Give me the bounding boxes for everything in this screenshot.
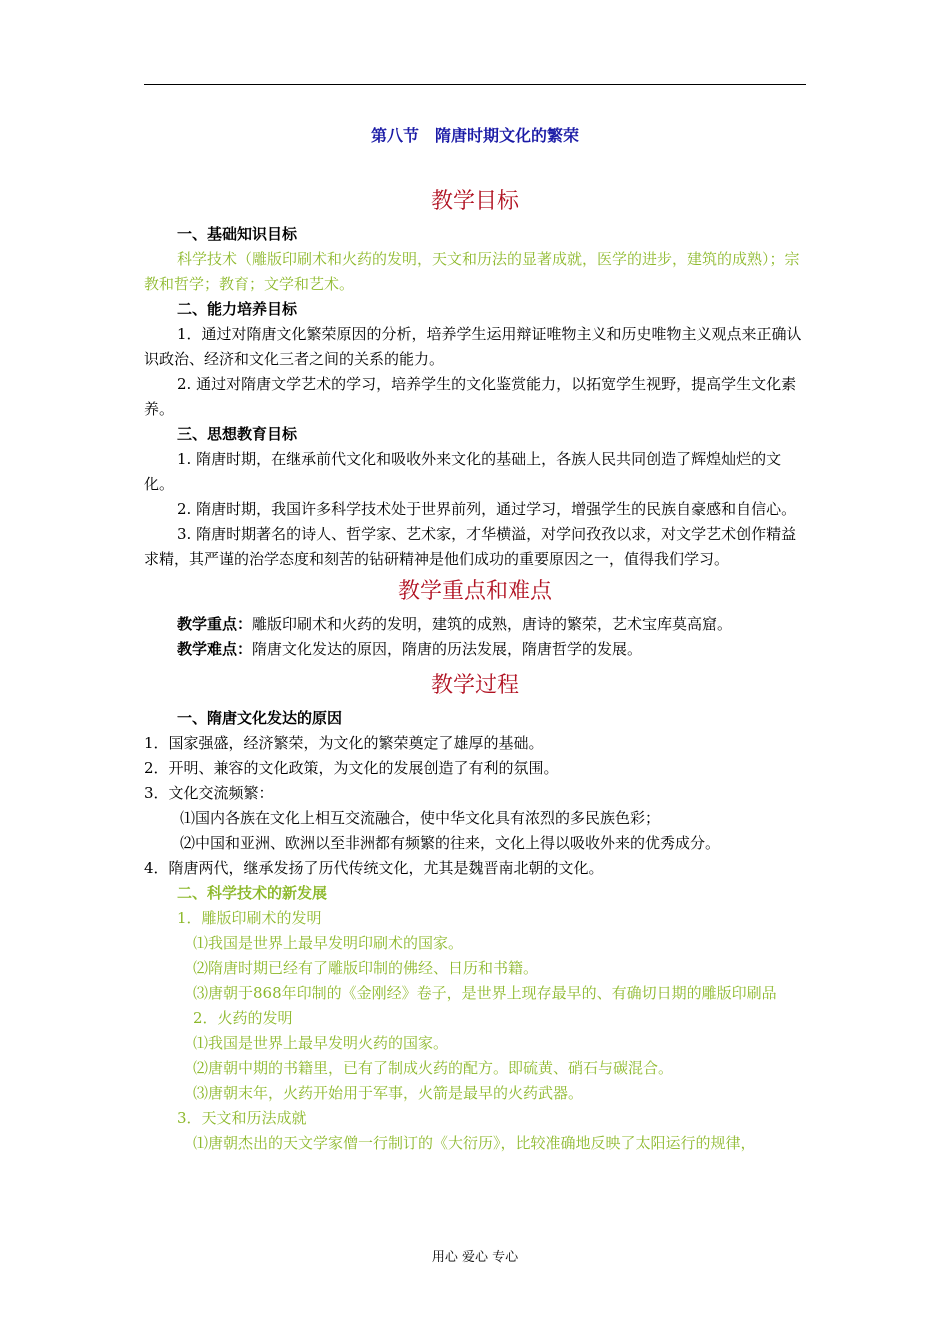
- header-rule: [144, 84, 806, 85]
- goals-h2-p1: 1．通过对隋唐文化繁荣原因的分析，培养学生运用辩证唯物主义和历史唯物主义观点来正确认识政治、经济和文化三者之间的关系的能力。: [144, 325, 802, 368]
- process-title: 教学过程: [430, 673, 519, 698]
- key-diff-label: 教学难点：: [177, 640, 253, 658]
- process-s2-2b: ⑵唐朝中期的书籍里，已有了制成火药的配方。即硫黄、硝石与碳混合。: [193, 1059, 674, 1077]
- document-body: [144, 120, 806, 1156]
- process-s1-2: 2．开明、兼容的文化政策，为文化的发展创造了有利的氛围。: [144, 759, 559, 777]
- goals-h3-p2: 2. 隋唐时期，我国许多科学技术处于世界前列，通过学习，增强学生的民族自豪感和自信心。: [177, 500, 797, 518]
- page-footer: 用心 爱心 专心: [431, 1250, 519, 1265]
- key-focus-label: 教学重点：: [177, 615, 253, 633]
- process-s1-1: 1．国家强盛，经济繁荣，为文化的繁荣奠定了雄厚的基础。: [144, 734, 544, 752]
- goals-h2: 二、能力培养目标: [177, 300, 298, 318]
- process-s2-3a: ⑴唐朝杰出的天文学家僧一行制订的《大衍历》，比较准确地反映了太阳运行的规律，: [193, 1134, 756, 1152]
- key-title: 教学重点和难点: [397, 579, 552, 604]
- process-s2: 二、科学技术的新发展: [177, 884, 328, 902]
- key-focus-text: 雕版印刷术和火药的发明，建筑的成熟，唐诗的繁荣，艺术宝库莫高窟。: [252, 615, 733, 633]
- process-s2-2a: ⑴我国是世界上最早发明火药的国家。: [193, 1034, 449, 1052]
- process-s2-3: 3．天文和历法成就: [177, 1109, 307, 1127]
- key-difficulty: [144, 637, 806, 662]
- goals-h1: 一、基础知识目标: [177, 225, 298, 243]
- process-s2-2c: ⑶唐朝末年，火药开始用于军事，火箭是最早的火药武器。: [193, 1084, 584, 1102]
- goals-h3-p3: 3. 隋唐时期著名的诗人、哲学家、艺术家，才华横溢，对学问孜孜以求，对文学艺术创作精益求精，其严谨的治学态度和刻苦的钻研精神是他们成功的重要原因之一，值得我们学习。: [144, 525, 797, 568]
- process-s1-3b: ⑵中国和亚洲、欧洲以至非洲都有频繁的往来，文化上得以吸收外来的优秀成分。: [180, 834, 721, 852]
- goals-h3-p1: 1. 隋唐时期，在继承前代文化和吸收外来文化的基础上，各族人民共同创造了辉煌灿烂的文化。: [144, 450, 782, 493]
- process-s2-1c: ⑶唐朝于868年印制的《金刚经》卷子，是世界上现存最早的、有确切日期的雕版印刷品: [193, 984, 777, 1002]
- goals-h1-text: 科学技术（雕版印刷术和火药的发明，天文和历法的显著成就，医学的进步，建筑的成熟）；宗教和哲学；教育；文学和艺术。: [144, 250, 800, 293]
- process-s1: 一、隋唐文化发达的原因: [177, 709, 343, 727]
- process-s1-3: 3．文化交流频繁：: [144, 784, 274, 802]
- process-s2-2: 2．火药的发明: [193, 1009, 293, 1027]
- lesson-subtitle: 第八节 隋唐时期文化的繁荣: [370, 126, 579, 145]
- process-s1-4: 4．隋唐两代，继承发扬了历代传统文化，尤其是魏晋南北朝的文化。: [144, 859, 604, 877]
- process-s2-1a: ⑴我国是世界上最早发明印刷术的国家。: [193, 934, 464, 952]
- goals-h3: 三、思想教育目标: [177, 425, 298, 443]
- goals-h2-p2: 2. 通过对隋唐文学艺术的学习，培养学生的文化鉴赏能力，以拓宽学生视野，提高学生文化素养。: [144, 375, 797, 418]
- goals-title: 教学目标: [430, 189, 519, 214]
- key-diff-text: 隋唐文化发达的原因，隋唐的历法发展，隋唐哲学的发展。: [252, 640, 643, 658]
- process-s2-1: 1．雕版印刷术的发明: [177, 909, 322, 927]
- process-s2-1b: ⑵隋唐时期已经有了雕版印制的佛经、日历和书籍。: [193, 959, 539, 977]
- key-focus: [144, 612, 806, 637]
- process-s1-3a: ⑴国内各族在文化上相互交流融合，使中华文化具有浓烈的多民族色彩；: [180, 809, 661, 827]
